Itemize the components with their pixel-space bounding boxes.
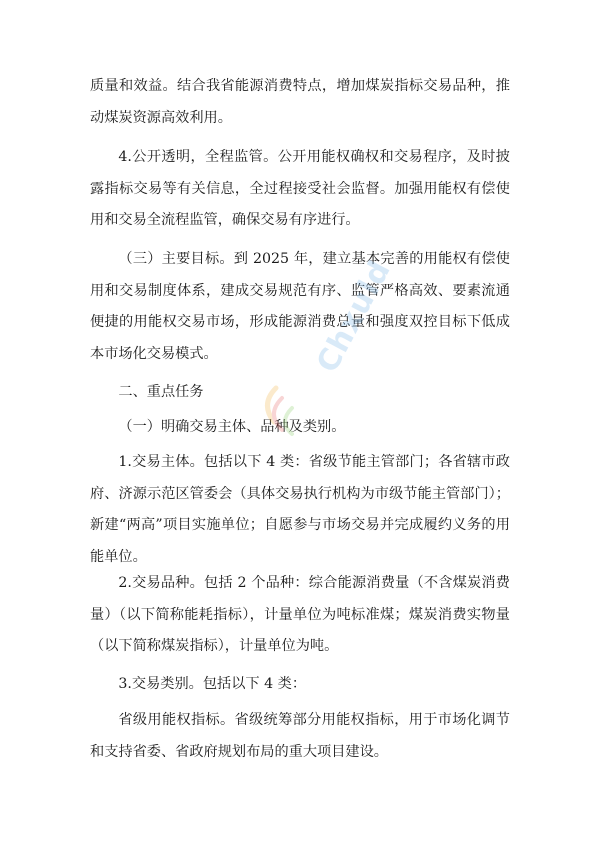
- paragraph-provincial-quota: 省级用能权指标。省级统筹部分用能权指标，用于市场化调节和支持省委、省政府规划布局的重大项目建设。: [90, 712, 510, 760]
- watermark-text: Chxuld: [310, 254, 399, 379]
- paragraph-principle-4: 4.公开透明，全程监管。公开用能权确权和交易程序，及时披露指标交易等有关信息，全过程接受社会监督。加强用能权有偿使用和交易全流程监管，确保交易有序进行。: [90, 149, 510, 229]
- paragraph-trading-varieties: 2.交易品种。包括 2 个品种：综合能源消费量（不含煤炭消费量）（以下简称能耗指标），计量单位为吨标准煤；煤炭消费实物量（以下简称煤炭指标），计量单位为吨。: [90, 575, 510, 655]
- paragraph-trading-subjects: 1.交易主体。包括以下 4 类：省级节能主管部门；各省辖市政府、济源示范区管委会（具体交易执行机构为市级节能主管部门）；新建“两高”项目实施单位；自愿参与市场交易并完成履约义务的用能单位。: [90, 454, 510, 565]
- subsection-heading-trading-subjects: （一）明确交易主体、品种及类别。: [118, 419, 346, 435]
- paragraph-continuation: 质量和效益。结合我省能源消费特点，增加煤炭指标交易品种，推动煤炭资源高效利用。: [90, 78, 510, 126]
- paragraph-trading-categories: 3.交易类别。包括以下 4 类：: [118, 676, 307, 692]
- section-heading-key-tasks: 二、重点任务: [118, 384, 204, 400]
- paragraph-main-goals: （三）主要目标。到 2025 年，建立基本完善的用能权有偿使用和交易制度体系，建成交易规范有序、监管严格高效、要素流通便捷的用能权交易市场，形成能源消费总量和强度双控目标下低成本市场化交易模式。: [90, 251, 510, 362]
